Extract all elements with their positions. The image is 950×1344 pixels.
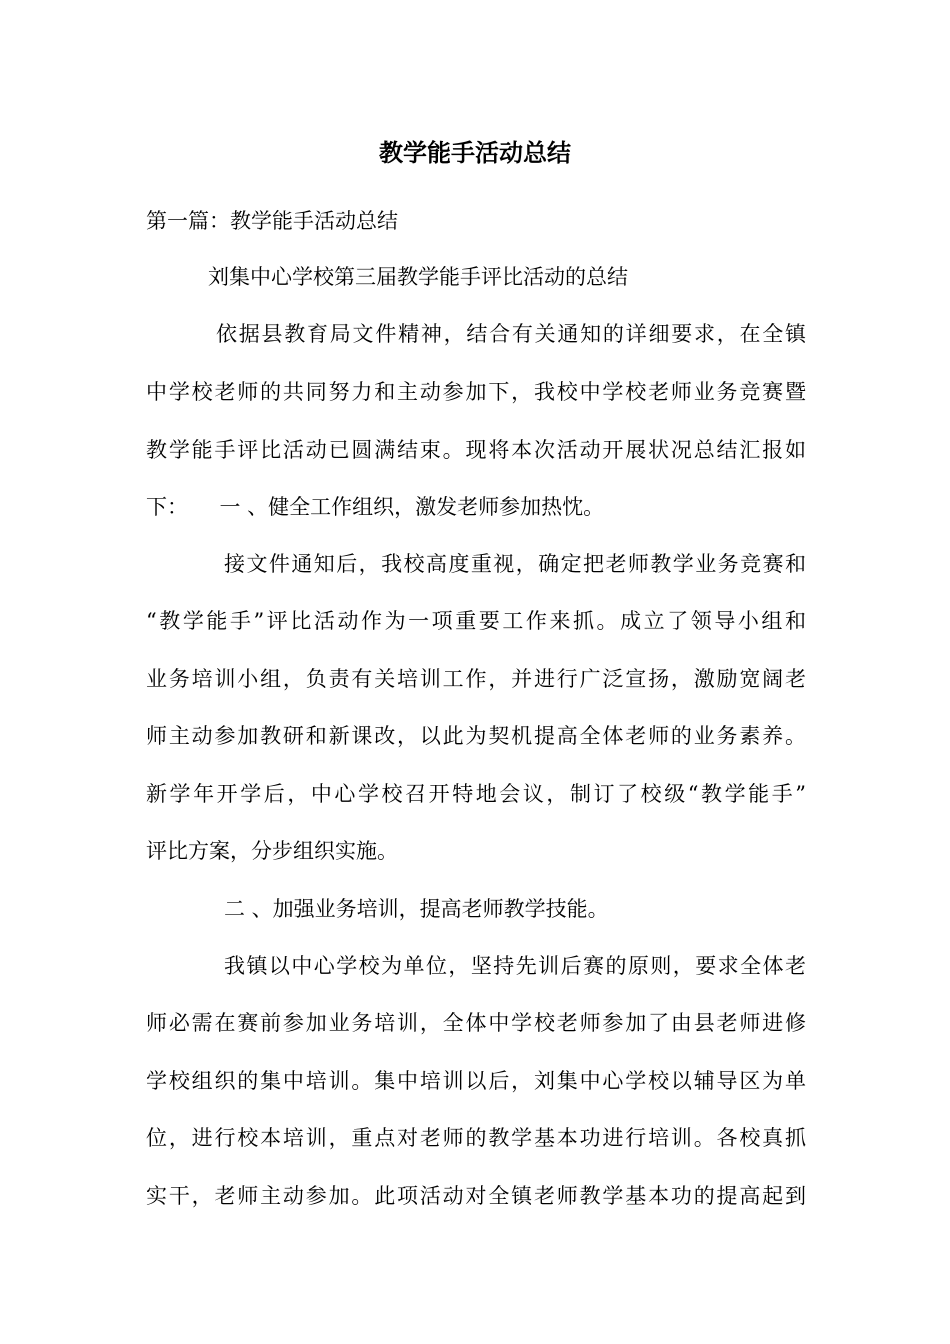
paragraph-line: 师必需在赛前参加业务培训，全体中学校老师参加了由县老师进修	[146, 1011, 806, 1035]
document-title: 教学能手活动总结	[379, 139, 571, 167]
paragraph-line: 实干，老师主动参加。此项活动对全镇老师教学基本功的提高起到	[146, 1184, 806, 1208]
subtitle-line: 刘集中心学校第三届教学能手评比活动的总结	[208, 265, 628, 289]
paragraph-line: 业务培训小组，负责有关培训工作，并进行广泛宣扬，激励宽阔老	[146, 667, 806, 691]
paragraph-line: 依据县教育局文件精神，结合有关通知的详细要求，在全镇	[216, 322, 806, 346]
paragraph-line: 下： 一 、健全工作组织，激发老师参加热忱。	[146, 495, 605, 519]
paragraph-line: 教学能手评比活动已圆满结束。现将本次活动开展状况总结汇报如	[146, 438, 806, 462]
paragraph-line: 学校组织的集中培训。集中培训以后，刘集中心学校以辅导区为单	[146, 1069, 806, 1093]
paragraph-line: 新学年开学后，中心学校召开特地会议，制订了校级“教学能手”	[146, 782, 806, 806]
paragraph-line: “教学能手”评比活动作为一项重要工作来抓。成立了领导小组和	[146, 609, 806, 633]
section-heading: 二 、加强业务培训，提高老师教学技能。	[224, 897, 609, 921]
paragraph-line: 位，进行校本培训，重点对老师的教学基本功进行培训。各校真抓	[146, 1126, 806, 1150]
paragraph-line: 评比方案，分步组织实施。	[146, 839, 398, 863]
paragraph-line: 接文件通知后，我校高度重视，确定把老师教学业务竞赛和	[224, 552, 806, 576]
section-heading: 第一篇：教学能手活动总结	[146, 209, 398, 233]
paragraph-line: 中学校老师的共同努力和主动参加下，我校中学校老师业务竞赛暨	[146, 380, 806, 404]
paragraph-line: 师主动参加教研和新课改，以此为契机提高全体老师的业务素养。	[146, 724, 806, 748]
paragraph-line: 我镇以中心学校为单位，坚持先训后赛的原则，要求全体老	[224, 954, 806, 978]
